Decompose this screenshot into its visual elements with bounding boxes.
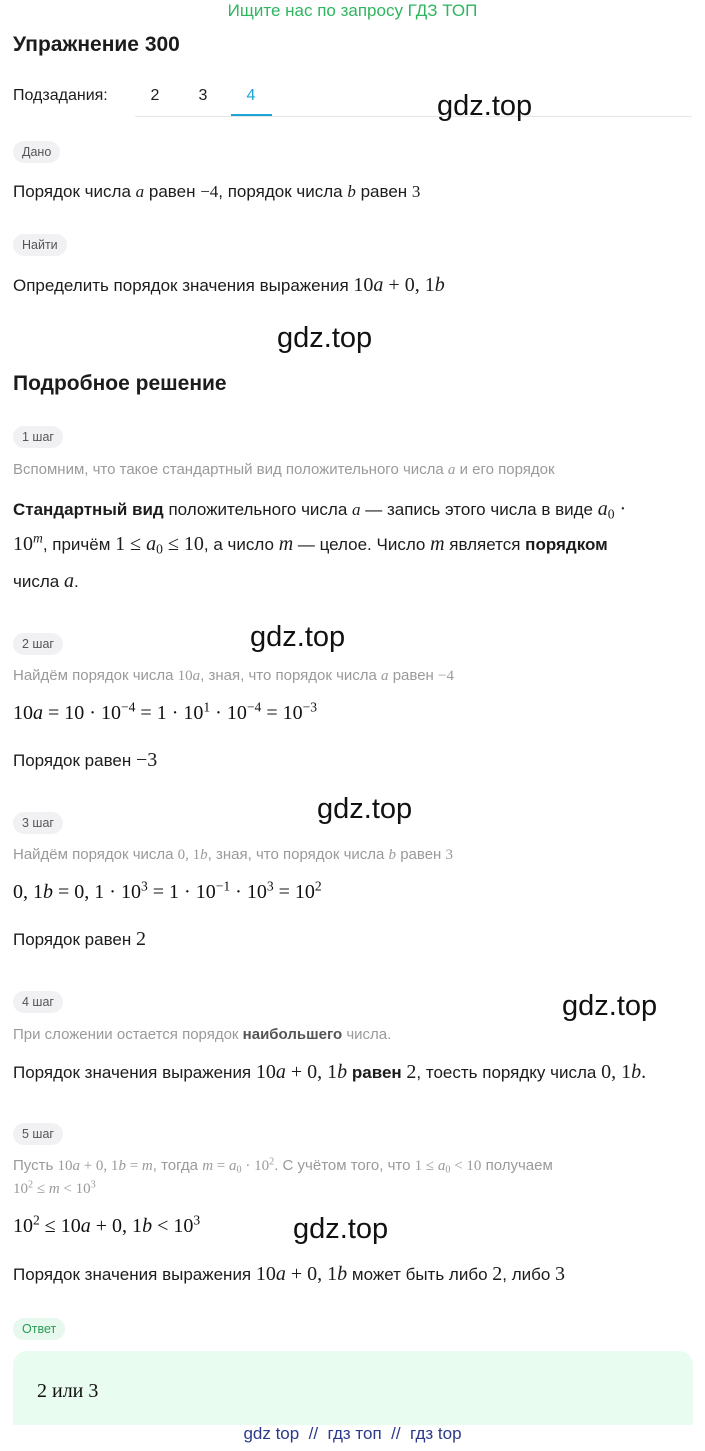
watermark: gdz.top <box>562 990 658 1022</box>
watermark: gdz.top <box>293 1213 389 1245</box>
step-2-formula: $10a = 10 \cdot 10^{-4} = 1 \cdot 10^1 \cdot 10^{-4} = 10^{-3}$ <box>13 699 318 724</box>
subtask-active-indicator <box>231 114 272 116</box>
step-1-text-line-1: Стандартный вид положительного числа a — запись этого числа в виде $a_0$ · <box>13 498 627 522</box>
solution-title: Подробное решение <box>13 372 227 395</box>
given-text: Порядок числа a равен −4, порядок числа b равен 3 <box>13 182 421 201</box>
step-1-text-line-2: 10$^m$, причём $1 \le a_0 \le 10$, а число m — целое. Число m является порядком <box>13 530 608 557</box>
find-badge: Найти <box>13 234 67 256</box>
step-1-badge: 1 шаг <box>13 426 63 448</box>
answer-text: 2 или 3 <box>37 1380 99 1402</box>
exercise-title: Упражнение 300 <box>13 33 180 56</box>
subtask-tab-2[interactable]: 2 <box>150 87 160 104</box>
subtask-tab-3[interactable]: 3 <box>198 87 208 104</box>
step-5-badge: 5 шаг <box>13 1123 63 1145</box>
step-2-badge: 2 шаг <box>13 633 63 655</box>
watermark: gdz.top <box>317 793 413 825</box>
answer-badge: Ответ <box>13 1318 65 1340</box>
answer-box <box>13 1351 693 1425</box>
step-5-hint-line-2: $10^2 \le m < 10^3$ <box>13 1179 96 1197</box>
watermark: gdz.top <box>437 90 533 122</box>
given-badge: Дано <box>13 141 60 163</box>
step-5-formula: $10^2 \le 10a + 0$, $1b < 10^3$ <box>13 1212 201 1237</box>
subtasks-divider <box>135 116 692 117</box>
step-4-text: Порядок значения выражения 10a + 0, 1b равен 2, тоесть порядку числа 0, 1b. <box>13 1061 647 1083</box>
step-3-hint: Найдём порядок числа 0, 1b, зная, что порядок числа b равен 3 <box>13 846 453 863</box>
step-2-result: Порядок равен −3 <box>13 749 158 771</box>
footer-links[interactable]: gdz top // гдз топ // гдз top <box>243 1424 462 1443</box>
step-3-badge: 3 шаг <box>13 812 63 834</box>
step-3-formula: 0, 1b = 0, $1 \cdot 10^3 = 1 \cdot 10^{-1} \cdot 10^3 = 10^2$ <box>13 878 322 903</box>
step-1-text-line-3: числа a. <box>13 570 79 592</box>
find-text: Определить порядок значения выражения 10a + 0, 1b <box>13 274 445 296</box>
watermark: gdz.top <box>250 621 346 653</box>
step-1-hint: Вспомним, что такое стандартный вид положительного числа a и его порядок <box>13 461 555 478</box>
subtask-tab-4[interactable]: 4 <box>246 87 256 104</box>
watermark: gdz.top <box>277 322 373 354</box>
step-4-badge: 4 шаг <box>13 991 63 1013</box>
step-3-result: Порядок равен 2 <box>13 928 146 950</box>
step-5-text: Порядок значения выражения 10a + 0, 1b может быть либо 2, либо 3 <box>13 1263 566 1285</box>
step-4-hint: При сложении остается порядок наибольшего числа. <box>13 1026 392 1043</box>
top-banner: Ищите нас по запросу ГДЗ ТОП <box>227 1 478 20</box>
step-5-hint-line-1: Пусть 10a + 0, 1b = m, тогда $m = a_0 \cdot 10^2$. С учётом того, что $1 \le a_0 < 10$ получаем <box>13 1156 553 1176</box>
subtasks-label: Подзадания: <box>13 87 108 104</box>
step-2-hint: Найдём порядок числа 10a, зная, что порядок числа a равен −4 <box>13 667 454 684</box>
